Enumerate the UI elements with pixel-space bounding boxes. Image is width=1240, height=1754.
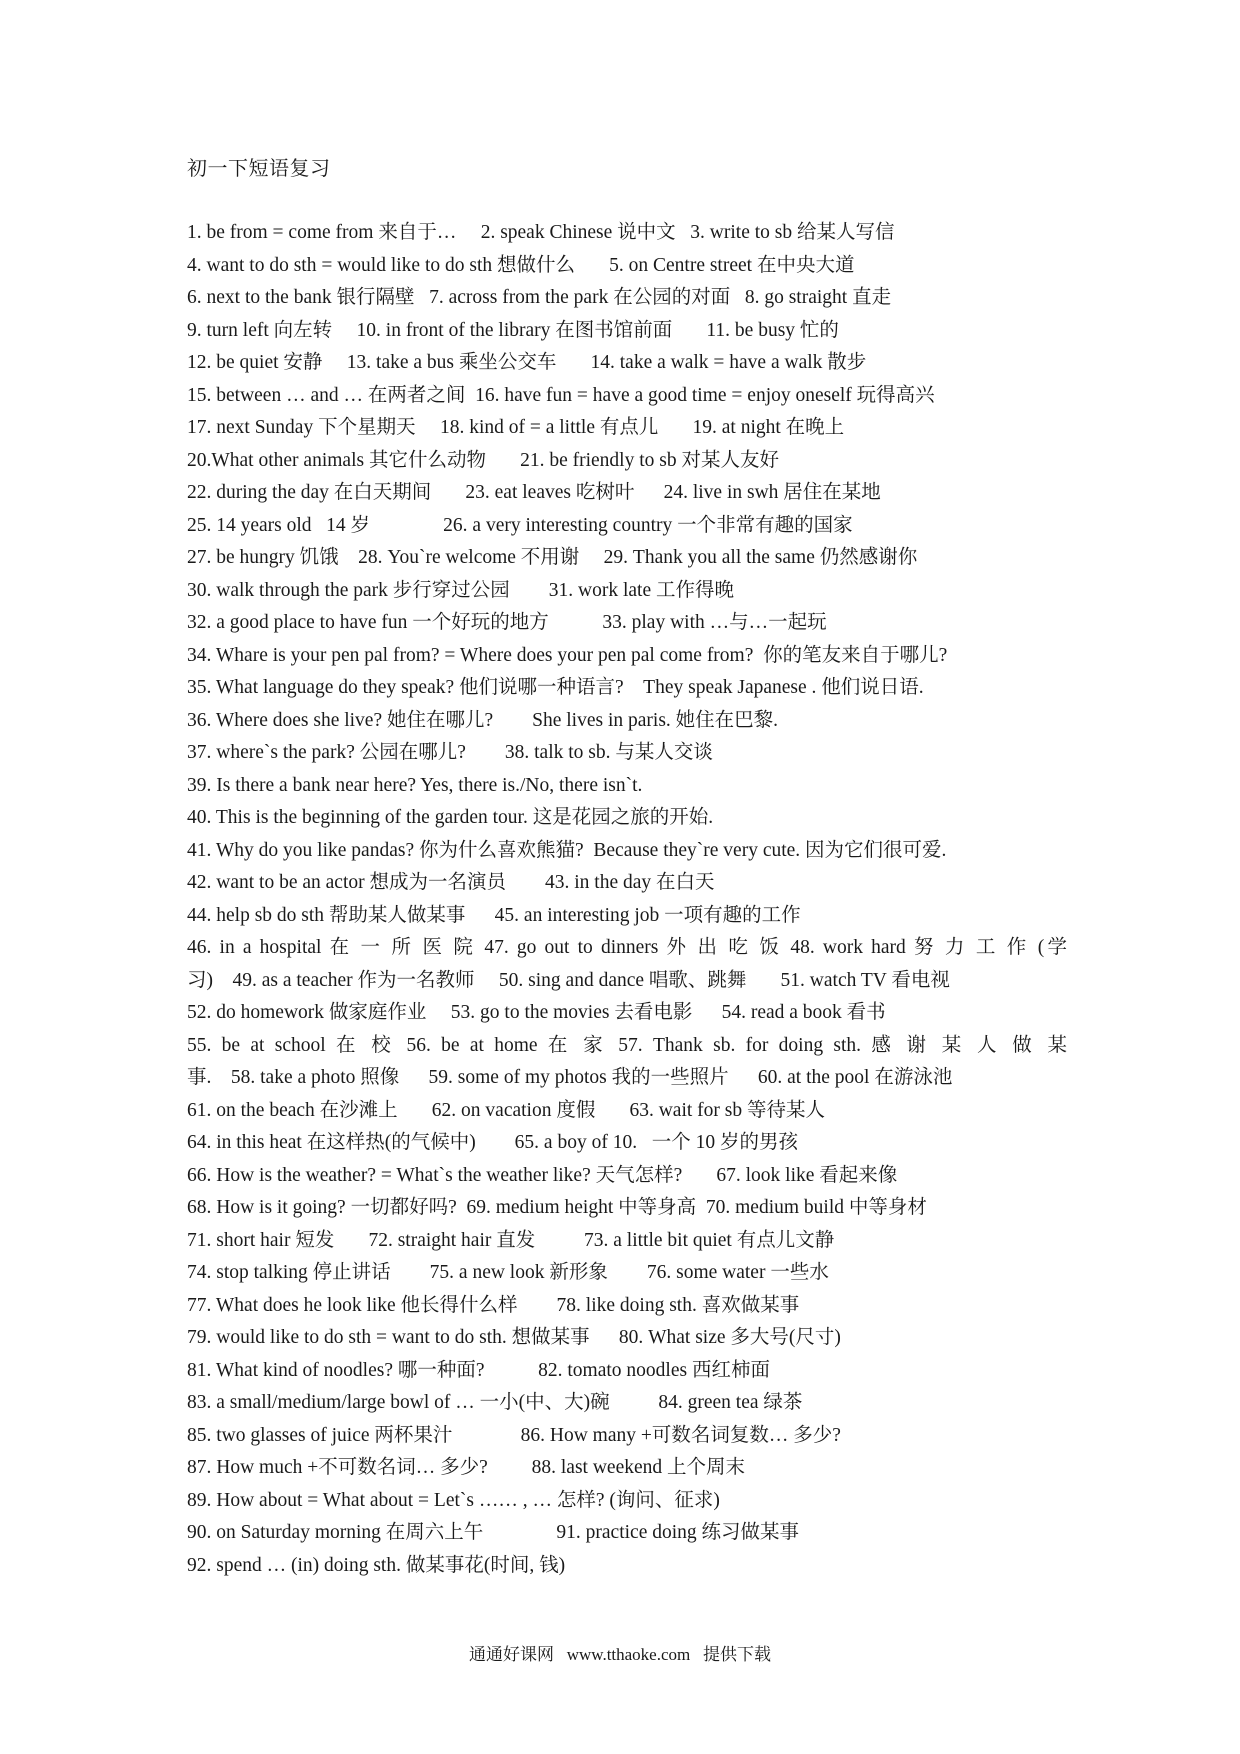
phrase-line: 4. want to do sth = would like to do sth 想做什么 5. on Centre street 在中央大道 [187, 254, 855, 276]
phrase-line: 6. next to the bank 银行隔壁 7. across from the park 在公园的对面 8. go straight 直走 [187, 287, 892, 308]
phrase-line: 79. would like to do sth = want to do sth. 想做某事 80. What size 多大号(尺寸) [187, 1327, 841, 1348]
phrase-line: 89. How about = What about = Let`s …… , … 怎样? (询问、征求) [187, 1489, 720, 1511]
phrase-line: 34. Whare is your pen pal from? = Where does your pen pal come from? 你的笔友来自于哪儿? [187, 644, 948, 666]
footer-text: 通通好课网 www.tthaoke.com 提供下载 [468, 1645, 772, 1664]
phrase-line: 61. on the beach 在沙滩上 62. on vacation 度假 63. wait for sb 等待某人 [187, 1099, 825, 1121]
phrase-line: 15. between … and … 在两者之间 16. have fun = have a good time = enjoy oneself 玩得高兴 [187, 384, 935, 406]
phrase-line: 42. want to be an actor 想成为一名演员 43. in the day 在白天 [187, 872, 715, 893]
phrase-line: 83. a small/medium/large bowl of … 一小(中、大)碗 84. green tea 绿茶 [187, 1392, 803, 1413]
phrase-line: 12. be quiet 安静 13. take a bus 乘坐公交车 14. take a walk = have a walk 散步 [187, 352, 867, 373]
phrase-line: 32. a good place to have fun 一个好玩的地方 33. play with …与…一起玩 [187, 612, 827, 633]
phrase-line: 40. This is the beginning of the garden tour. 这是花园之旅的开始. [187, 807, 714, 828]
phrase-list [187, 217, 1067, 1582]
phrase-line: 22. during the day 在白天期间 23. eat leaves 吃树叶 24. live in swh 居住在某地 [187, 482, 881, 503]
phrase-line: 68. How is it going? 一切都好吗? 69. medium height 中等身高 70. medium build 中等身材 [187, 1197, 927, 1218]
phrase-line: 17. next Sunday 下个星期天 18. kind of = a little 有点儿 19. at night 在晚上 [187, 417, 845, 438]
phrase-line: 1. be from = come from 来自于… 2. speak Chinese 说中文 3. write to sb 给某人写信 [187, 222, 895, 243]
phrase-line: 37. where`s the park? 公园在哪儿? 38. talk to sb. 与某人交谈 [187, 742, 713, 763]
phrase-line: 46. in a hospital 在 一 所 医 院 47. go out to dinners 外 出 吃 饭 48. work hard 努 力 工 作 (学 [187, 937, 1067, 958]
phrase-line: 35. What language do they speak? 他们说哪一种语言? They speak Japanese . 他们说日语. [187, 677, 924, 698]
phrase-line: 90. on Saturday morning 在周六上午 91. practice doing 练习做某事 [187, 1522, 800, 1543]
phrase-line: 81. What kind of noodles? 哪一种面? 82. tomato noodles 西红柿面 [187, 1359, 770, 1381]
phrase-line: 74. stop talking 停止讲话 75. a new look 新形象 76. some water 一些水 [187, 1262, 829, 1283]
phrase-line: 20.What other animals 其它什么动物 21. be friendly to sb 对某人友好 [187, 449, 779, 471]
phrase-line: 27. be hungry 饥饿 28. You`re welcome 不用谢 29. Thank you all the same 仍然感谢你 [187, 547, 918, 568]
phrase-line: 44. help sb do sth 帮助某人做某事 45. an interesting job 一项有趣的工作 [187, 904, 801, 926]
phrase-line: 71. short hair 短发 72. straight hair 直发 73. a little bit quiet 有点儿文静 [187, 1229, 835, 1251]
phrase-line: 41. Why do you like pandas? 你为什么喜欢熊猫? Because they`re very cute. 因为它们很可爱. [187, 839, 947, 861]
document-title: 初一下短语复习 [187, 158, 331, 180]
phrase-line: 9. turn left 向左转 10. in front of the library 在图书馆前面 11. be busy 忙的 [187, 319, 839, 341]
phrase-line: 25. 14 years old 14 岁 26. a very interesting country 一个非常有趣的国家 [187, 514, 853, 536]
phrase-line: 习) 49. as a teacher 作为一名教师 50. sing and dance 唱歌、跳舞 51. watch TV 看电视 [187, 969, 950, 991]
phrase-line: 92. spend … (in) doing sth. 做某事花(时间, 钱) [187, 1554, 566, 1576]
phrase-line: 30. walk through the park 步行穿过公园 31. work late 工作得晚 [187, 579, 735, 601]
phrase-line: 36. Where does she live? 她住在哪儿? She lives in paris. 她住在巴黎. [187, 709, 779, 731]
phrase-line: 66. How is the weather? = What`s the weather like? 天气怎样? 67. look like 看起来像 [187, 1164, 898, 1186]
phrase-line: 事. 58. take a photo 照像 59. some of my photos 我的一些照片 60. at the pool 在游泳池 [187, 1067, 953, 1088]
phrase-line: 85. two glasses of juice 两杯果汁 86. How many +可数名词复数… 多少? [187, 1424, 841, 1446]
phrase-line: 52. do homework 做家庭作业 53. go to the movies 去看电影 54. read a book 看书 [187, 1002, 886, 1023]
phrase-line: 55. be at school 在 校 56. be at home 在 家 57. Thank sb. for doing sth. 感 谢 某 人 做 某 [187, 1034, 1067, 1056]
phrase-line: 87. How much +不可数名词… 多少? 88. last weekend 上个周末 [187, 1457, 746, 1478]
phrase-line: 39. Is there a bank near here? Yes, there is./No, there isn`t. [187, 774, 643, 796]
phrase-line: 64. in this heat 在这样热(的气候中) 65. a boy of 10. 一个 10 岁的男孩 [187, 1132, 798, 1153]
phrase-line: 77. What does he look like 他长得什么样 78. like doing sth. 喜欢做某事 [187, 1294, 800, 1316]
